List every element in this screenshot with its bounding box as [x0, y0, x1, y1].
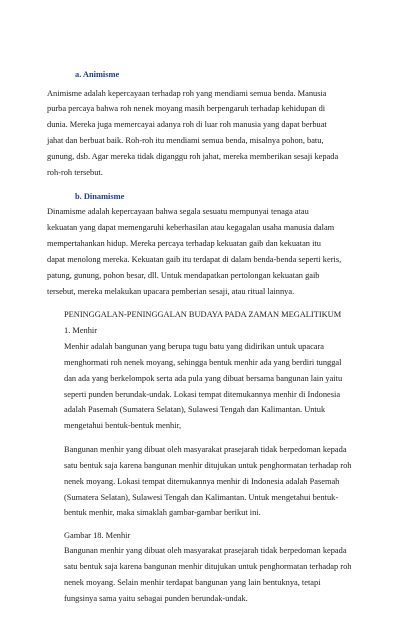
- figure-line: Bangunan menhir yang dibuat oleh masyarakat prasejarah tidak berpedoman kepada: [64, 546, 347, 556]
- dinamisme-line: Dinamisme adalah kepercayaan bahwa segala sesuatu mempunyai tenaga atau: [47, 207, 309, 217]
- figure-line: satu bentuk saja karena bangunan menhir ditujukan untuk penghormatan terhadap roh: [64, 562, 352, 572]
- animisme-line: Animisme adalah kepercayaan terhadap roh yang mendiami semua benda. Manusia: [47, 88, 327, 98]
- section-title: PENINGGALAN-PENINGGALAN BUDAYA PADA ZAMAN MEGALITIKUM: [64, 310, 342, 320]
- menhir-line: seperti punden berundak-undak. Lokasi tempat ditemukannya menhir di Indonesia: [64, 389, 341, 399]
- figure-line: fungsinya sama yaitu sebagai punden berundak-undak.: [64, 593, 248, 603]
- paragraph-line: Bangunan menhir yang dibuat oleh masyarakat prasejarah tidak berpedoman kepada: [64, 445, 347, 454]
- paragraph-line: nenek moyang. Lokasi tempat ditemukannya menhir di Indonesia adalah Pasemah: [64, 476, 340, 486]
- menhir-line: adalah Pasemah (Sumatera Selatan), Sulawesi Tengah dan Kalimantan. Untuk: [64, 405, 326, 415]
- animisme-line: dunia. Mereka juga memercayai adanya roh di luar roh manusia yang dapat berbuat: [47, 120, 327, 130]
- animisme-line: roh-roh tersebut.: [47, 167, 103, 177]
- menhir-subheading: 1. Menhir: [64, 326, 98, 336]
- animisme-line: jahat dan berbuat baik. Roh-roh itu mendiami semua benda, misalnya pohon, batu,: [47, 136, 324, 146]
- paragraph-line: (Sumatera Selatan), Sulawesi Tengah dan Kalimantan. Untuk mengetahui bentuk-: [64, 492, 339, 502]
- figure-caption: Gambar 18. Menhir: [64, 531, 131, 541]
- dinamisme-line: dapat menolong mereka. Kekuatan gaib itu terdapat di dalam benda-benda seperti keris,: [47, 254, 342, 264]
- animisme-line: purba percaya bahwa roh nenek moyang masih berpengaruh terhadap kehidupan di: [47, 104, 326, 114]
- menhir-line: dan ada yang berkelompok serta ada pula yang dibuat bersama bangunan lain yaitu: [64, 373, 343, 383]
- menhir-line: mengetahui bentuk-bentuk menhir,: [64, 421, 182, 431]
- paragraph-line: bentuk menhir, maka simaklah gambar-gambar berikut ini.: [64, 508, 261, 518]
- dinamisme-line: patung, gunung, pohon besar, dll. Untuk mendapatkan pertolongan kekuatan gaib: [47, 270, 320, 280]
- dinamisme-heading: b. Dinamisme: [75, 192, 125, 202]
- dinamisme-line: tersebut, mereka melakukan upacara pemberian sesaji, atau ritual lainnya.: [47, 286, 295, 296]
- animisme-line: gunung, dsb. Agar mereka tidak diganggu roh jahat, mereka memberikan sesaji kepada: [47, 151, 339, 161]
- animisme-heading: a. Animisme: [75, 70, 120, 80]
- paragraph-line: satu bentuk saja karena bangunan menhir ditujukan untuk penghormatan terhadap roh: [64, 460, 352, 470]
- dinamisme-line: kekuatan yang dapat memengaruhi keberhasilan atau kegagalan usaha manusia dalam: [47, 223, 335, 233]
- menhir-line: menghormati roh nenek moyang, sehingga bentuk menhir ada yang berdiri tunggal: [64, 357, 342, 367]
- menhir-line: Menhir adalah bangunan yang berupa tugu batu yang didirikan untuk upacara: [64, 342, 325, 352]
- figure-line: nenek moyang. Selain menhir terdapat bangunan yang lain bentuknya, tetapi: [64, 577, 321, 587]
- dinamisme-line: mempertahankan hidup. Mereka percaya terhadap kekuatan gaib dan kekuatan itu: [47, 239, 321, 249]
